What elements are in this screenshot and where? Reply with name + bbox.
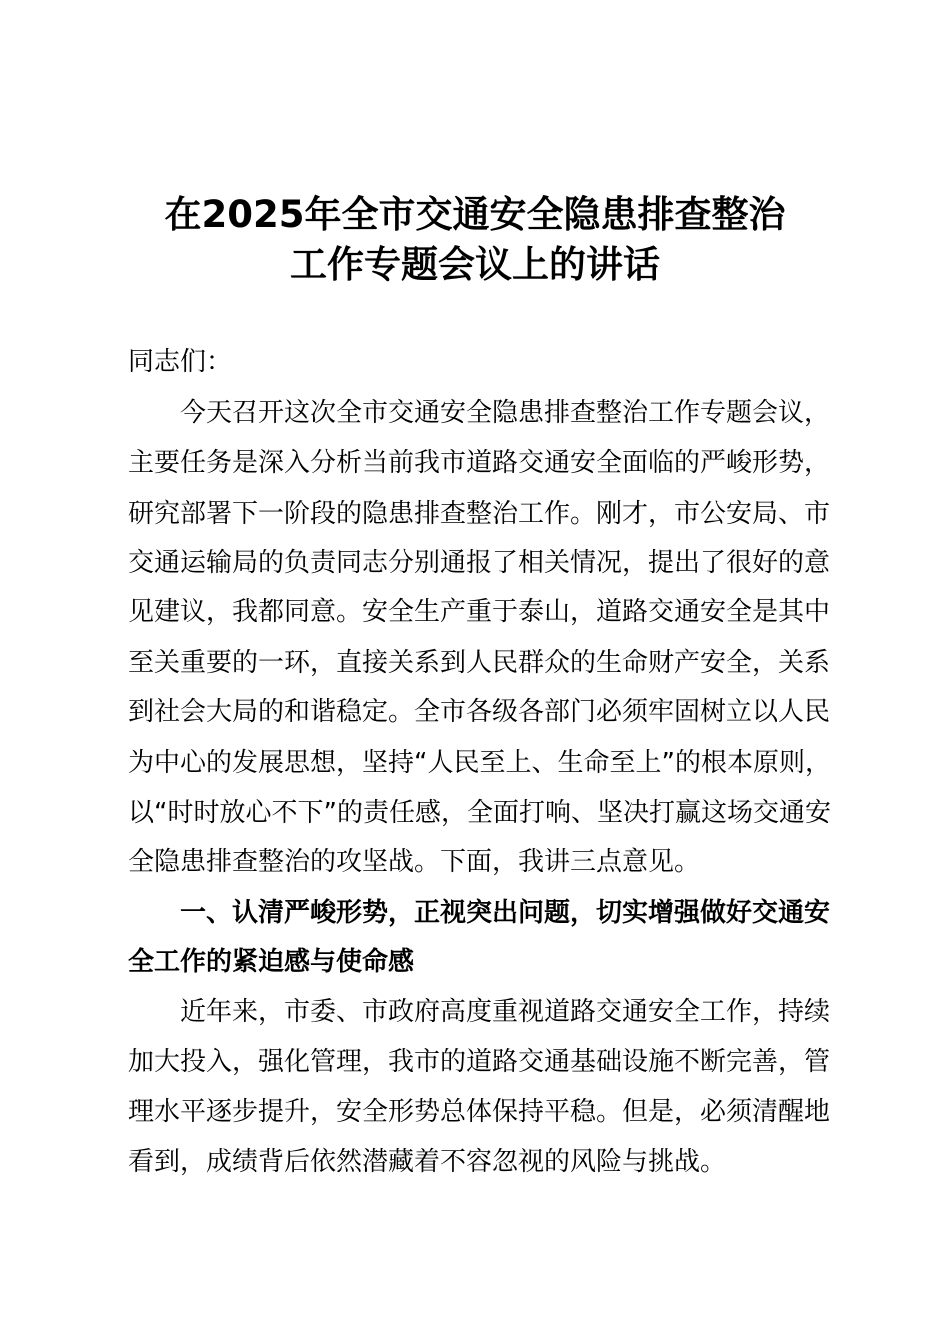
text-line: 交通运输局的负责同志分别通报了相关情况，提出了很好的意 — [128, 548, 831, 578]
text-line: 主要任务是深入分析当前我市道路交通安全面临的严峻形势， — [128, 448, 831, 478]
heading-line: 全工作的紧迫感与使命感 — [128, 947, 415, 977]
text-line: 近年来，市委、市政府高度重视道路交通安全工作，持续 — [180, 997, 831, 1027]
text-line: 研究部署下一阶段的隐患排查整治工作。刚才，市公安局、市 — [128, 499, 831, 529]
text-line: 加大投入，强化管理，我市的道路交通基础设施不断完善，管 — [128, 1047, 831, 1077]
salutation: 同志们： — [128, 347, 233, 377]
text-line: 今天召开这次全市交通安全隐患排查整治工作专题会议， — [180, 398, 831, 428]
text-line: 全隐患排查整治的攻坚战。下面，我讲三点意见。 — [128, 847, 701, 877]
text-line: 以“时时放心不下”的责任感，全面打响、坚决打赢这场交通安 — [128, 798, 831, 828]
text-line: 到社会大局的和谐稳定。全市各级各部门必须牢固树立以人民 — [128, 697, 831, 727]
text-line: 理水平逐步提升，安全形势总体保持平稳。但是，必须清醒地 — [128, 1097, 831, 1127]
document-title-line-2: 工作专题会议上的讲话 — [290, 243, 660, 286]
text-line: 见建议，我都同意。安全生产重于泰山，道路交通安全是其中 — [128, 597, 831, 627]
text-line: 看到，成绩背后依然潜藏着不容忽视的风险与挑战。 — [128, 1147, 727, 1177]
text-line: 至关重要的一环，直接关系到人民群众的生命财产安全，关系 — [128, 648, 831, 678]
document-title-line-1: 在2025年全市交通安全隐患排查整治 — [164, 193, 786, 236]
heading-line: 一、认清严峻形势，正视突出问题，切实增强做好交通安 — [180, 898, 831, 928]
text-line: 为中心的发展思想，坚持“人民至上、生命至上”的根本原则， — [128, 748, 831, 778]
